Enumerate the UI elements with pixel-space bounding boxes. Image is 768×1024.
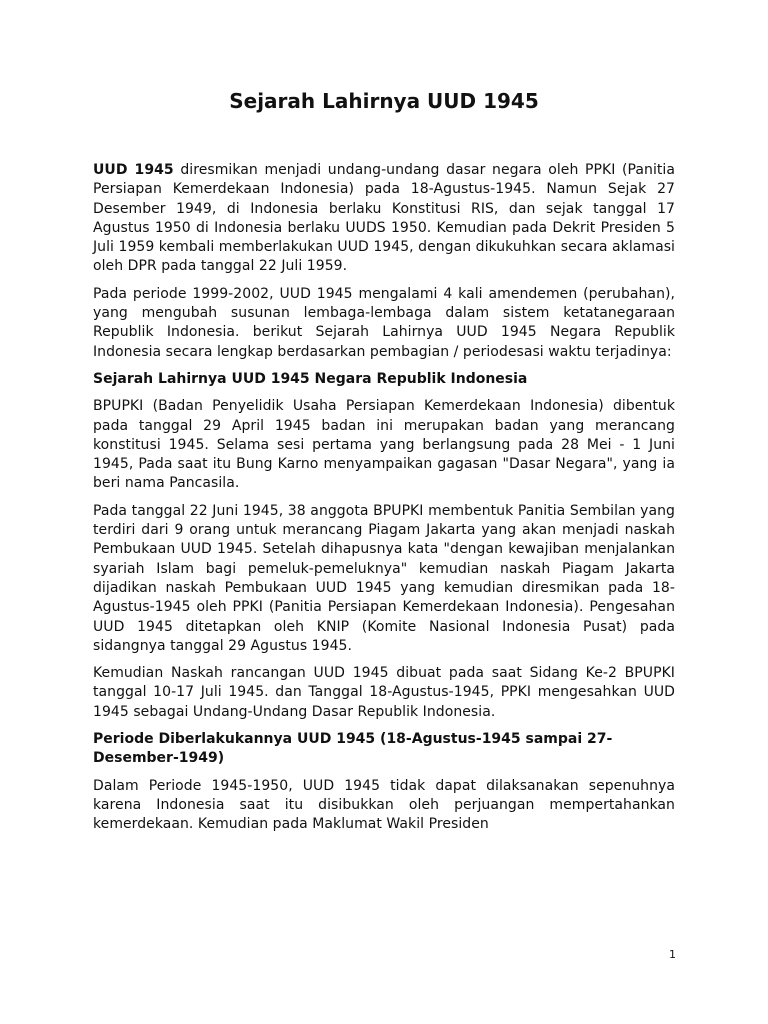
intro-text: diresmikan menjadi undang-undang dasar negara oleh PPKI (Panitia Persiapan Kemerdekaan Indonesia) pada 18-Agustus-1945. Namun Sejak 27 Desember 1949, di Indonesia berlaku Konstitusi RIS, dan sejak tanggal 17 Agustus 1950 di Indonesia berlaku UUDS 1950. Kemudian pada Dekrit Presiden 5 Juli 1959 kembali memberlakukan UUD 1945, dengan dikukuhkan secara aklamasi oleh DPR pada tanggal 22 Juli 1959. [93, 162, 676, 275]
intro-paragraph [93, 161, 675, 277]
document-body [93, 88, 675, 843]
section-heading-period: Periode Diberlakukannya UUD 1945 (18-Agustus-1945 sampai 27-Desember-1949) [93, 731, 613, 767]
intro-lead-term: UUD 1945 [93, 162, 174, 178]
paragraph-amendments: Pada periode 1999-2002, UUD 1945 mengalami 4 kali amendemen (perubahan), yang mengubah susunan lembaga-lembaga dalam sistem ketatanegaraan Republik Indonesia. berikut Sejarah Lahirnya UUD 1945 Negara Republik Indonesia secara lengkap berdasarkan pembagian / periodesasi waktu terjadinya: [93, 285, 675, 360]
paragraph-bpupki: BPUPKI (Badan Penyelidik Usaha Persiapan Kemerdekaan Indonesia) dibentuk pada tanggal 29 April 1945 badan ini merupakan badan yang merancang konstitusi 1945. Selama sesi pertama yang berlangsung pada 28 Mei - 1 Juni 1945, Pada saat itu Bung Karno menyampaikan gagasan "Dasar Negara", yang ia beri nama Pancasila. [93, 398, 675, 492]
paragraph-panitia-sembilan: Pada tanggal 22 Juni 1945, 38 anggota BPUPKI membentuk Panitia Sembilan yang terdiri dari 9 orang untuk merancang Piagam Jakarta yang akan menjadi naskah Pembukaan UUD 1945. Setelah dihapusnya kata "dengan kewajiban menjalankan syariah Islam bagi pemeluk-pemeluknya" kemudian naskah Piagam Jakarta dijadikan naskah Pembukaan UUD 1945 yang kemudian diresmikan pada 18-Agustus-1945 oleh PPKI (Panitia Persiapan Kemerdekaan Indonesia). Pengesahan UUD 1945 ditetapkan oleh KNIP (Komite Nasional Indonesia Pusat) pada sidangnya tanggal 29 Agustus 1945. [93, 502, 675, 654]
paragraph-draft: Kemudian Naskah rancangan UUD 1945 dibuat pada saat Sidang Ke-2 BPUPKI tanggal 10-17 Juli 1945. dan Tanggal 18-Agustus-1945, PPKI mengesahkan UUD 1945 sebagai Undang-Undang Dasar Republik Indonesia. [93, 665, 675, 720]
page-number: 1 [669, 948, 676, 961]
paragraph-period-1945-1950: Dalam Periode 1945-1950, UUD 1945 tidak dapat dilaksanakan sepenuhnya karena Indonesia saat itu disibukkan oleh perjuangan mempertahankan kemerdekaan. Kemudian pada Maklumat Wakil Presiden [93, 777, 675, 833]
document-title: Sejarah Lahirnya UUD 1945 [229, 89, 539, 113]
section-heading-history: Sejarah Lahirnya UUD 1945 Negara Republik Indonesia [93, 370, 528, 387]
